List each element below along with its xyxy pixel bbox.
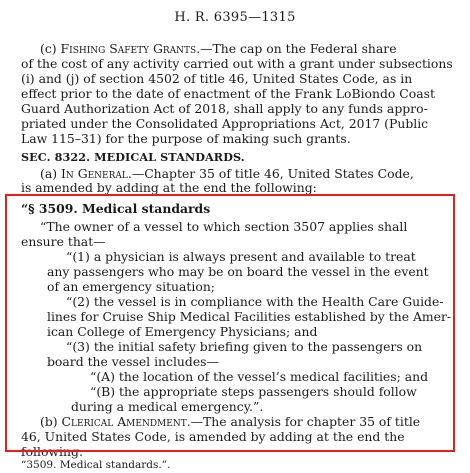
boxed-heading: “§ 3509. Medical standards: [21, 201, 211, 216]
para-2-line-1: “(2) the vessel is in compliance with the Health Care Guide-: [66, 294, 444, 309]
intro-line-2: ensure that—: [21, 234, 106, 249]
page-header: H. R. 6395—1315: [174, 10, 296, 25]
para-3-line-2: board the vessel includes—: [47, 354, 219, 369]
fishing-grants-line-3: (i) and (j) of section 4502 of title 46, United States Code, as in: [21, 71, 413, 86]
fishing-grants-line-5: Guard Authorization Act of 2018, shall apply to any funds appro-: [21, 101, 428, 116]
para-3-line-1: “(3) the initial safety briefing given to the passengers on: [66, 339, 423, 354]
clerical-line-1: (b) Clerical Amendment.—The analysis for chapter 35 of title: [40, 414, 421, 429]
para-1-line-3: of an emergency situation;: [47, 279, 215, 294]
partial-line: “3509. Medical standards.”.: [21, 459, 171, 471]
in-general-line-1: (a) In General.—Chapter 35 of title 46, United States Code,: [40, 166, 414, 181]
fishing-grants-line-6: priated under the Consolidated Appropriations Act, 2017 (Public: [21, 116, 429, 131]
fishing-grants-line-1: (c) Fishing Safety Grants.—The cap on the Federal share: [40, 41, 397, 56]
subpara-a: “(A) the location of the vessel’s medical facilities; and: [90, 369, 429, 384]
intro-line-1: “The owner of a vessel to which section 3507 applies shall: [40, 219, 408, 234]
in-general-line-2: is amended by adding at the end the following:: [21, 180, 317, 195]
fishing-grants-line-4: effect prior to the date of enactment of the Frank LoBiondo Coast: [21, 86, 435, 101]
section-title: SEC. 8322. MEDICAL STANDARDS.: [21, 150, 245, 164]
fishing-grants-line-7: Law 115–31) for the purpose of making such grants.: [21, 131, 351, 146]
fishing-grants-line-2: of the cost of any activity carried out with a grant under subsections: [21, 56, 453, 71]
para-1-line-1: “(1) a physician is always present and available to treat: [66, 249, 416, 264]
para-2-line-2: lines for Cruise Ship Medical Facilities established by the Amer-: [47, 309, 452, 324]
subpara-b-line-1: “(B) the appropriate steps passengers should follow: [90, 384, 417, 399]
clerical-line-2: 46, United States Code, is amended by adding at the end the: [21, 429, 405, 444]
clerical-line-3: following:: [21, 444, 84, 459]
para-1-line-2: any passengers who may be on board the vessel in the event: [47, 264, 429, 279]
para-2-line-3: ican College of Emergency Physicians; and: [47, 324, 318, 339]
subpara-b-line-2: during a medical emergency.”.: [71, 399, 264, 414]
